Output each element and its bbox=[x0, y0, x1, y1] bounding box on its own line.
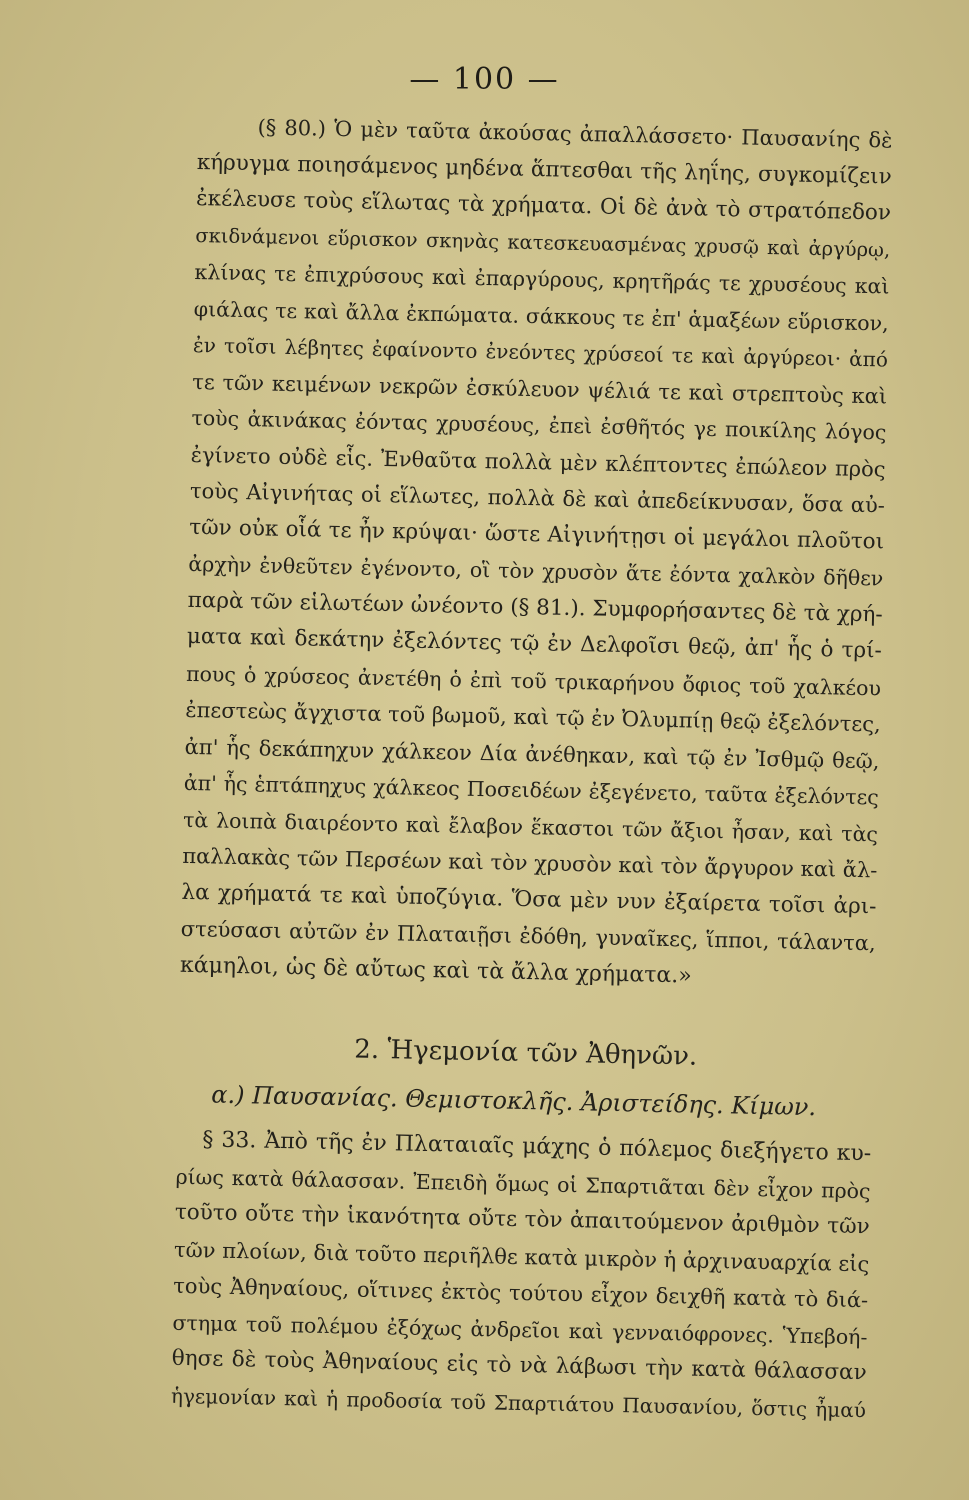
text-line: τε τῶν κειμένων νεκρῶν ἐσκύλευον ψέλιά τε καὶ στρεπτοὺς καὶ bbox=[192, 369, 888, 408]
text-line: παρὰ τῶν εἱλωτέων ὠνέοντο (§ 81.). Συμφορήσαντες δὲ τὰ χρή- bbox=[187, 587, 883, 627]
text-line: ἡγεμονίαν καὶ ἡ προδοσία τοῦ Σπαρτιάτου Παυσανίου, ὅστις ἦμαύ bbox=[170, 1383, 867, 1422]
text-line: ἀπ' ἧς ἑπτάπηχυς χάλκεος Ποσειδέων ἐξεγένετο, ταῦτα ἐξελόντες bbox=[183, 770, 879, 810]
text-line: κάμηλοι, ὡς δὲ αὔτως καὶ τὰ ἄλλα χρήματα.» bbox=[179, 952, 692, 989]
text-line: τοὺς Ἀθηναίους, οἵτινες ἐκτὸς τούτου εἶχον δειχθῆ κατὰ τὸ διά- bbox=[173, 1273, 869, 1313]
text-line: κήρυγμα ποιησάμενος μηδένα ἅπτεσθαι τῆς ληΐης, συγκομίζειν bbox=[196, 149, 892, 190]
text-line: πους ὁ χρύσεος ἀνετέθη ὁ ἐπὶ τοῦ τρικαρήνου ὄφιος τοῦ χαλκέου bbox=[185, 661, 882, 700]
text-line: λα χρήματά τε καὶ ὑποζύγια. Ὅσα μὲν νυν ἐξαίρετα τοῖσι ἀρι- bbox=[181, 879, 877, 919]
text-line: τὰ λοιπὰ διαιρέοντο καὶ ἔλαβον ἕκαστοι τῶν ἄξιοι ἦσαν, καὶ τὰς bbox=[182, 807, 879, 846]
text-line: § 33. Ἀπὸ τῆς ἐν Πλαταιαῖς μάχης ὁ πόλεμος διεξήγετο κυ- bbox=[202, 1127, 872, 1167]
text-line: ἐγίνετο οὐδὲ εἷς. Ἐνθαῦτα πολλὰ μὲν κλέπτοντες ἐπώλεον πρὸς bbox=[190, 442, 886, 481]
text-line: ἀρχὴν ἐνθεῦτεν ἐγένοντο, οἳ τὸν χρυσὸν ἅτε ἐόντα χαλκὸν δῆθεν bbox=[188, 551, 884, 591]
text-line: κλίνας τε ἐπιχρύσους καὶ ἐπαργύρους, κρητῆράς τε χρυσέους καὶ bbox=[194, 259, 890, 299]
page-body bbox=[171, 108, 893, 1428]
text-line: ματα καὶ δεκάτην ἐξελόντες τῷ ἐν Δελφοῖσι θεῷ, ἀπ' ἧς ὁ τρί- bbox=[186, 623, 883, 664]
text-line: στεύσασι αὐτῶν ἐν Πλαταιῇσι ἐδόθη, γυναῖκες, ἵπποι, τάλαντα, bbox=[180, 916, 876, 956]
text-line: τοῦτο οὔτε τὴν ἱκανότητα οὔτε τὸν ἀπαιτούμενον ἀριθμὸν τῶν bbox=[174, 1199, 870, 1240]
text-line: τῶν οὐκ οἷά τε ἦν κρύψαι· ὥστε Αἰγινήτῃσι οἱ μεγάλοι πλοῦτοι bbox=[188, 514, 885, 554]
text-line: θησε δὲ τοὺς Ἀθηναίους εἰς τὸ νὰ λάβωσι τὴν κατὰ θάλασσαν bbox=[171, 1345, 867, 1386]
text-line: στημα τοῦ πολέμου ἐξόχως ἀνδρεῖοι καὶ γενναιόφρονες. Ὑπεβοή- bbox=[172, 1310, 868, 1349]
text-line: ἀπ' ἧς δεκάπηχυν χάλκεον Δία ἀνέθηκαν, καὶ τῷ ἐν Ἰσθμῷ θεῷ, bbox=[184, 734, 880, 773]
text-line: ἐκέλευσε τοὺς εἵλωτας τὰ χρήματα. Οἱ δὲ ἀνὰ τὸ στρατόπεδον bbox=[195, 185, 892, 226]
text-line: τῶν πλοίων, διὰ τοῦτο περιῆλθε κατὰ μικρὸν ἡ ἀρχιναυαρχία εἰς bbox=[173, 1237, 870, 1276]
subsection-heading: α.) Παυσανίας. Θεμιστοκλῆς. Ἀριστείδης. Κίμων. bbox=[211, 1080, 817, 1122]
text-line: σκιδνάμενοι εὕρισκον σκηνὰς κατεσκευασμένας χρυσῷ καὶ ἀργύρῳ, bbox=[195, 223, 891, 262]
paragraph-section-33 bbox=[171, 1122, 872, 1428]
text-line: ρίως κατὰ θάλασσαν. Ἐπειδὴ ὅμως οἱ Σπαρτιᾶται δὲν εἶχον πρὸς bbox=[175, 1164, 871, 1203]
text-line: ἐπεστεὼς ἄγχιστα τοῦ βωμοῦ, καὶ τῷ ἐν Ὀλυμπίῃ θεῷ ἐξελόντες, bbox=[185, 697, 881, 737]
section-heading: 2. Ἡγεμονία τῶν Ἀθηνῶν. bbox=[354, 1034, 698, 1072]
text-line: παλλακὰς τῶν Περσέων καὶ τὸν χρυσὸν καὶ τὸν ἄργυρον καὶ ἄλ- bbox=[182, 843, 878, 883]
text-line: ἐν τοῖσι λέβητες ἐφαίνοντο ἐνεόντες χρύσεοί τε καὶ ἀργύρεοι· ἀπό bbox=[192, 332, 889, 372]
text-line: (§ 80.) Ὁ μὲν ταῦτα ἀκούσας ἀπαλλάσσετο· Παυσανίης δὲ bbox=[257, 115, 893, 153]
text-line: τοὺς Αἰγινήτας οἱ εἵλωτες, πολλὰ δὲ καὶ ἀπεδείκνυσαν, ὅσα αὐ- bbox=[189, 478, 886, 518]
paragraph-herodotus-quote bbox=[180, 108, 893, 998]
text-line: τοὺς ἀκινάκας ἐόντας χρυσέους, ἐπεὶ ἐσθῆτός γε ποικίλης λόγος bbox=[191, 405, 887, 445]
page-number: — 100 — bbox=[409, 62, 560, 97]
text-line: φιάλας τε καὶ ἄλλα ἐκπώματα. σάκκους τε ἐπ' ἁμαξέων εὕρισκον, bbox=[193, 296, 889, 336]
